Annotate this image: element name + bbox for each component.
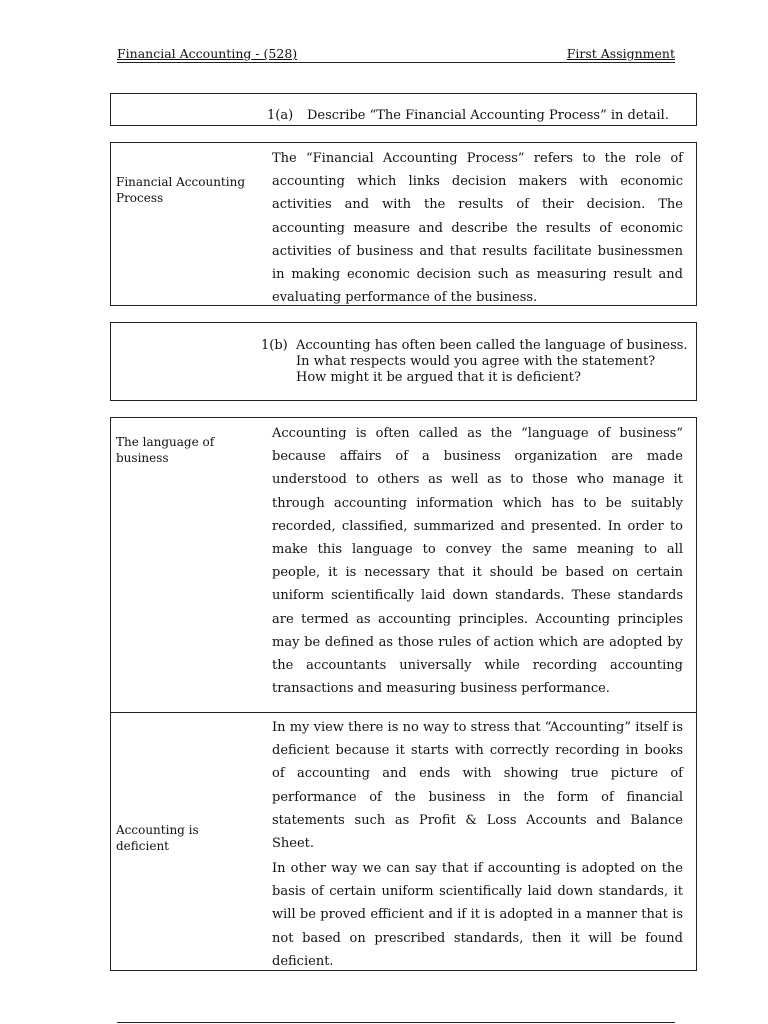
answer-1b-label-language: The language of business (116, 435, 215, 465)
question-1b-number: 1(b) (261, 338, 288, 353)
answer-1b-language-text: Accounting is often called as the “language of business” because affairs of a business organization are made understood to others as well as to those who manage it through accounting information which has to be suitably recorded, classified, summarized and presented. In order to make this language to convey the same meaning to all people, it is necessary that it should be based on certain uniform scientifically laid down standards. These standards are termed as accounting principles. Accounting principles may be defined as those rules of action which are adopted by the accountants universally while recording accounting transactions and measuring business performance. (272, 426, 683, 697)
answer-1a-label: Financial Accounting Process (116, 175, 245, 205)
footer-rule (117, 1022, 675, 1023)
answer-1a-box (110, 142, 697, 306)
answer-1b-label-deficient: Accounting is deficient (116, 823, 199, 853)
answer-1b-box (110, 417, 697, 971)
question-1a-number: 1(a) (267, 108, 294, 123)
section-divider (111, 712, 696, 713)
answer-1a-text: The “Financial Accounting Process” refers to the role of accounting which links decision makers with economic activities and with the results of their decision. The accounting measure and describe the results of economic activities of business and that results facilitate businessmen in making economic decision such as measuring result and evaluating performance of the business. (272, 151, 683, 306)
question-1b-box (110, 322, 697, 401)
question-1a-text: Describe “The Financial Accounting Process” in detail. (307, 108, 669, 123)
question-1b-text: Accounting has often been called the language of business. In what respects would you agree with the statement? How might it be argued that it is deficient? (296, 338, 688, 385)
page-header (117, 44, 675, 63)
header-assignment-title: First Assignment (566, 46, 675, 61)
answer-1b-deficient-paragraph-1: In my view there is no way to stress that “Accounting” itself is deficient because it starts with correctly recording in books of accounting and ends with showing true picture of performance of the business in the form of financial statements such as Profit & Loss Accounts and Balance Sheet. (272, 720, 683, 852)
answer-1b-deficient-paragraph-2: In other way we can say that if accounting is adopted on the basis of certain uniform scientifically laid down standards, it will be proved efficient and if it is adopted in a manner that is not based on prescribed standards, then it will be found deficient. (272, 861, 683, 969)
question-1a-box (110, 93, 697, 126)
header-course-title: Financial Accounting - (528) (117, 46, 298, 61)
